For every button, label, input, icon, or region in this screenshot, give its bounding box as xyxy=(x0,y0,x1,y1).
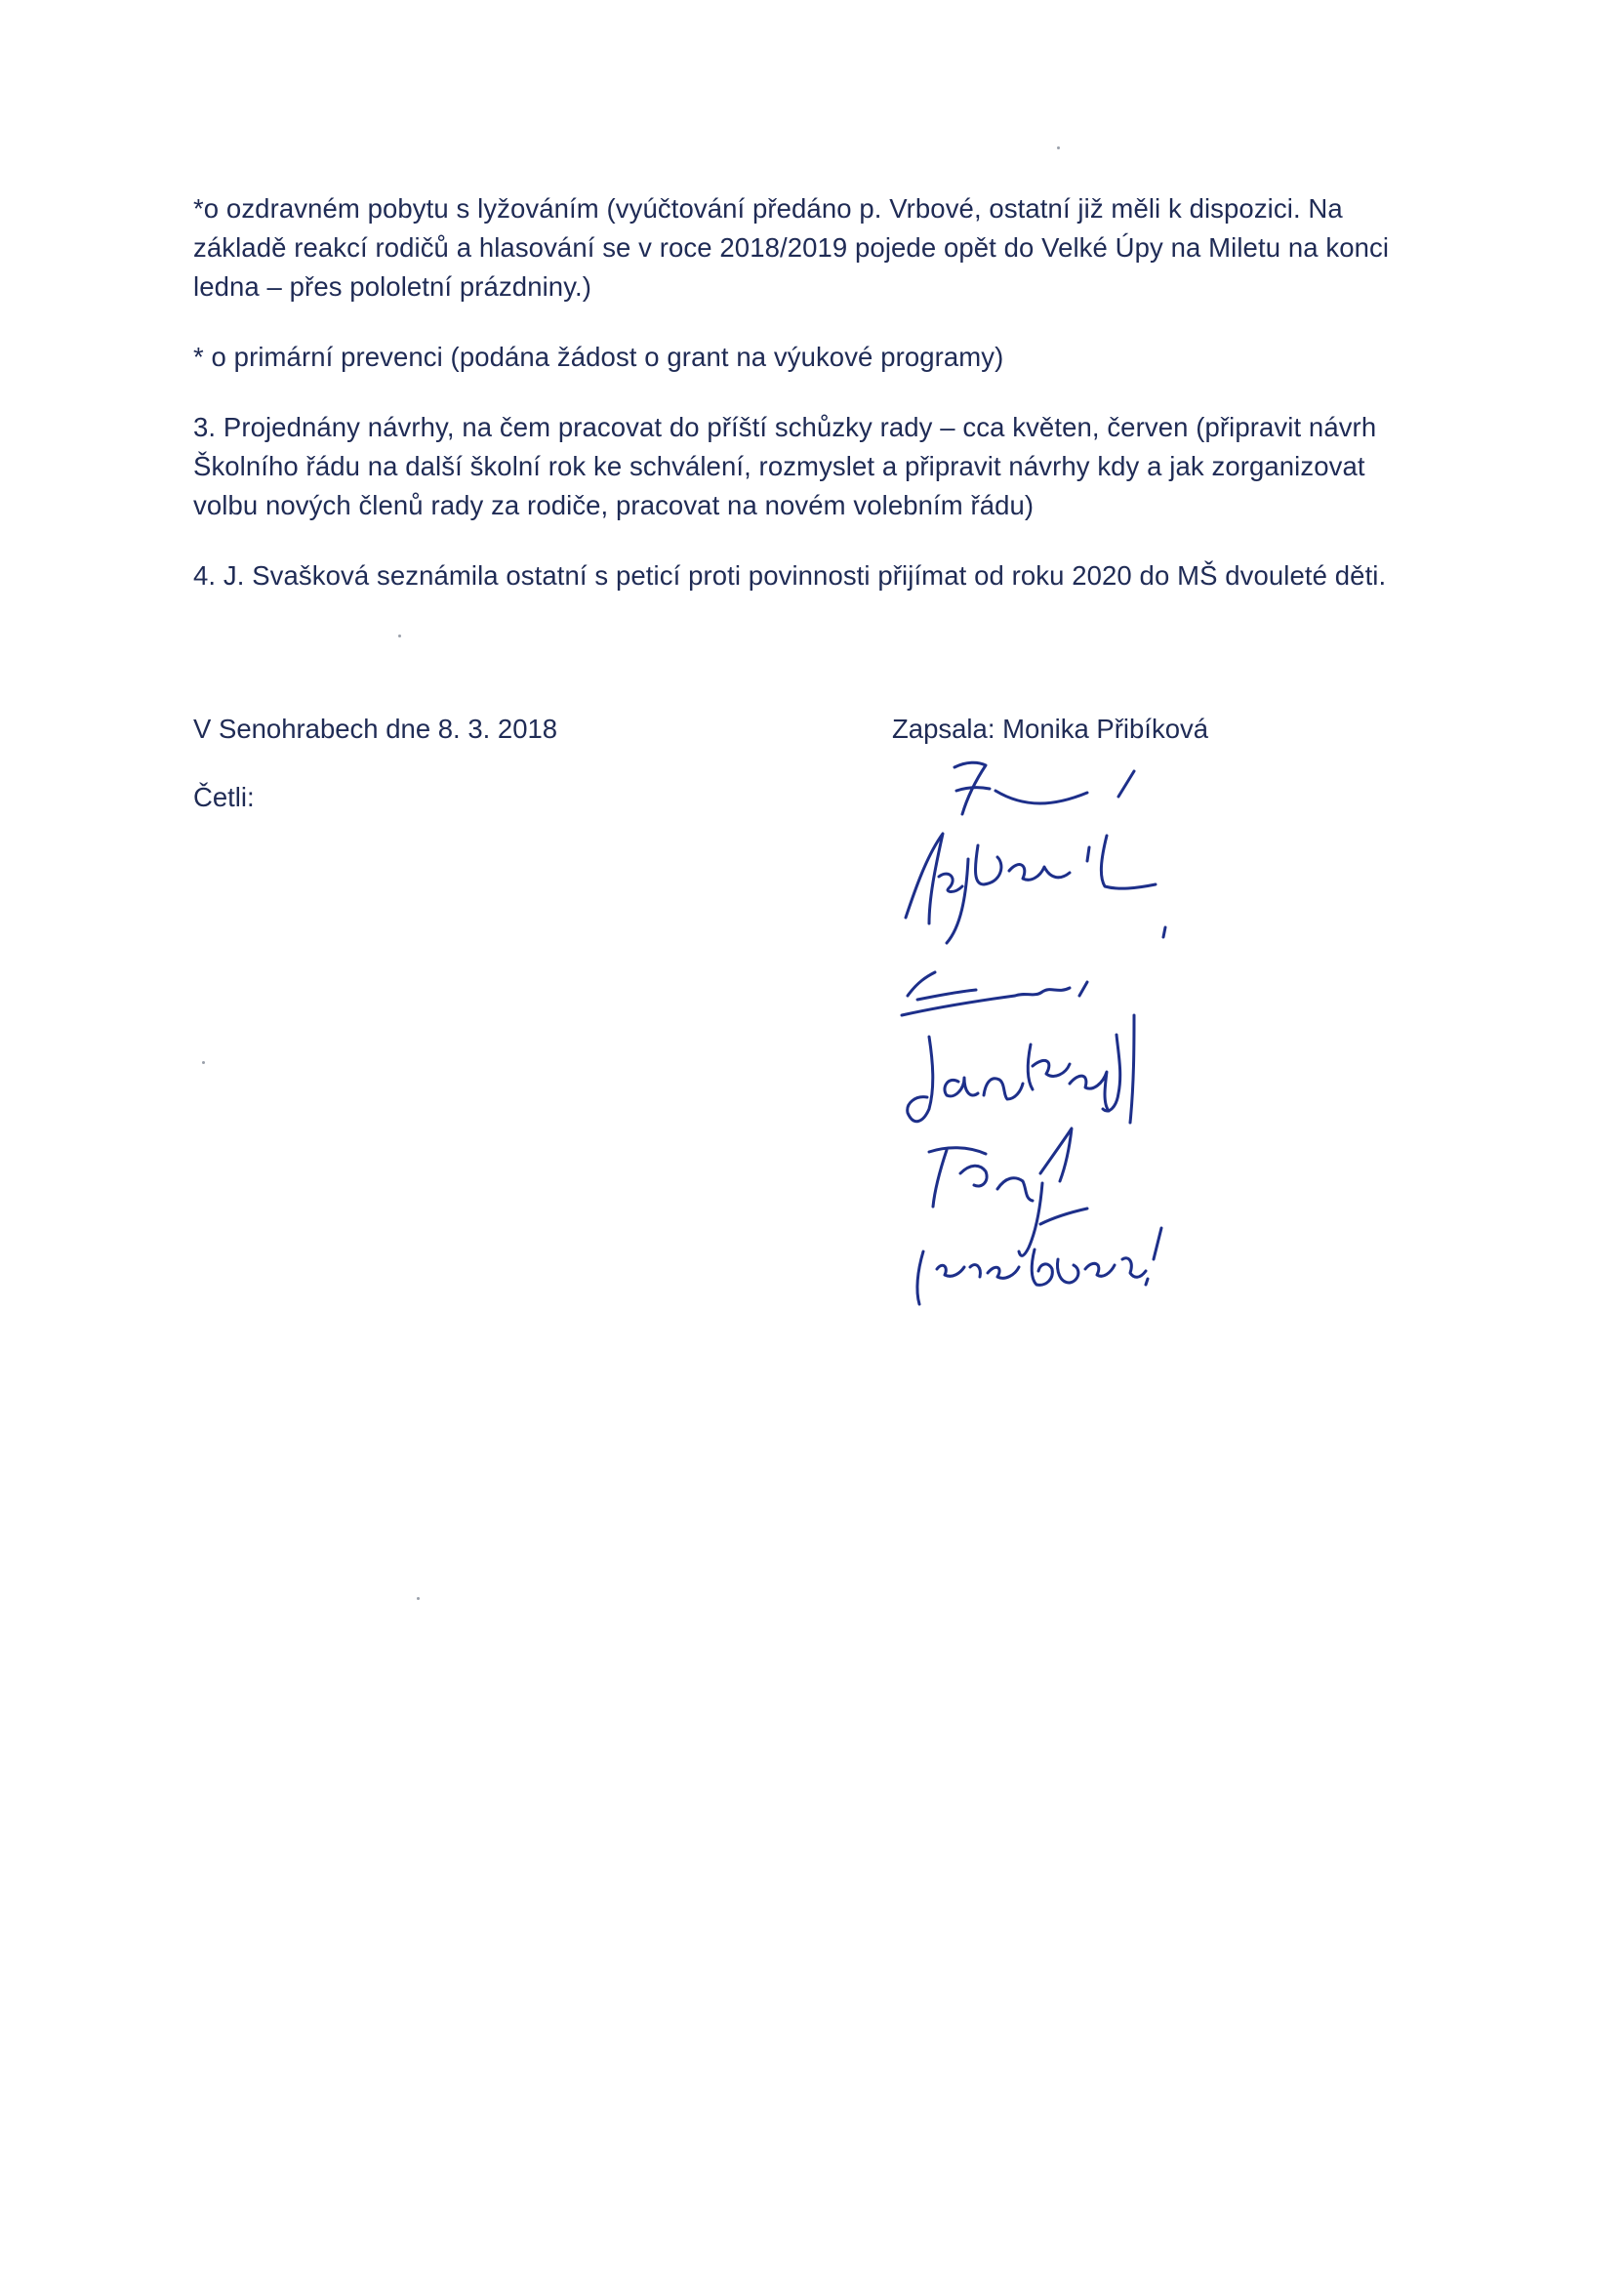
handwritten-signatures-image xyxy=(878,752,1230,1308)
signature-block xyxy=(878,752,1230,1308)
scan-speck xyxy=(1057,146,1060,149)
minutes-body xyxy=(193,189,1425,627)
scan-speck xyxy=(417,1597,420,1600)
readers-label: Četli: xyxy=(193,782,255,812)
paragraph-petition: 4. J. Svašková seznámila ostatní s peticí proti povinnosti přijímat od roku 2020 do MŠ dvouleté děti. xyxy=(193,560,1387,591)
paragraph-ski-trip: *o ozdravném pobytu s lyžováním (vyúčtování předáno p. Vrbové, ostatní již měli k dispozici. Na základě reakcí rodičů a hlasování se v roce 2018/2019 pojede opět do Velké Úpy na Miletu na konci ledna – přes pololetní prázdniny.) xyxy=(193,193,1390,302)
place-and-date: V Senohrabech dne 8. 3. 2018 xyxy=(193,714,558,744)
signature-5 xyxy=(929,1128,1087,1255)
scan-speck xyxy=(202,1061,205,1064)
signature-1 xyxy=(954,762,1134,814)
scan-speck xyxy=(398,635,401,637)
signature-4 xyxy=(908,1015,1134,1123)
recorded-by: Zapsala: Monika Přibíková xyxy=(892,714,1209,744)
signature-6 xyxy=(917,1228,1161,1304)
paragraph-prevention: * o primární prevenci (podána žádost o grant na výukové programy) xyxy=(193,342,1004,372)
paragraph-proposals: 3. Projednány návrhy, na čem pracovat do příští schůzky rady – cca květen, červen (připravit návrh Školního řádu na další školní rok ke schválení, rozmyslet a připravit návrhy kdy a jak zorganizovat volbu nových členů rady za rodiče, pracovat na novém volebním řádu) xyxy=(193,412,1377,520)
signature-3 xyxy=(902,972,1087,1015)
signature-2 xyxy=(906,834,1165,943)
